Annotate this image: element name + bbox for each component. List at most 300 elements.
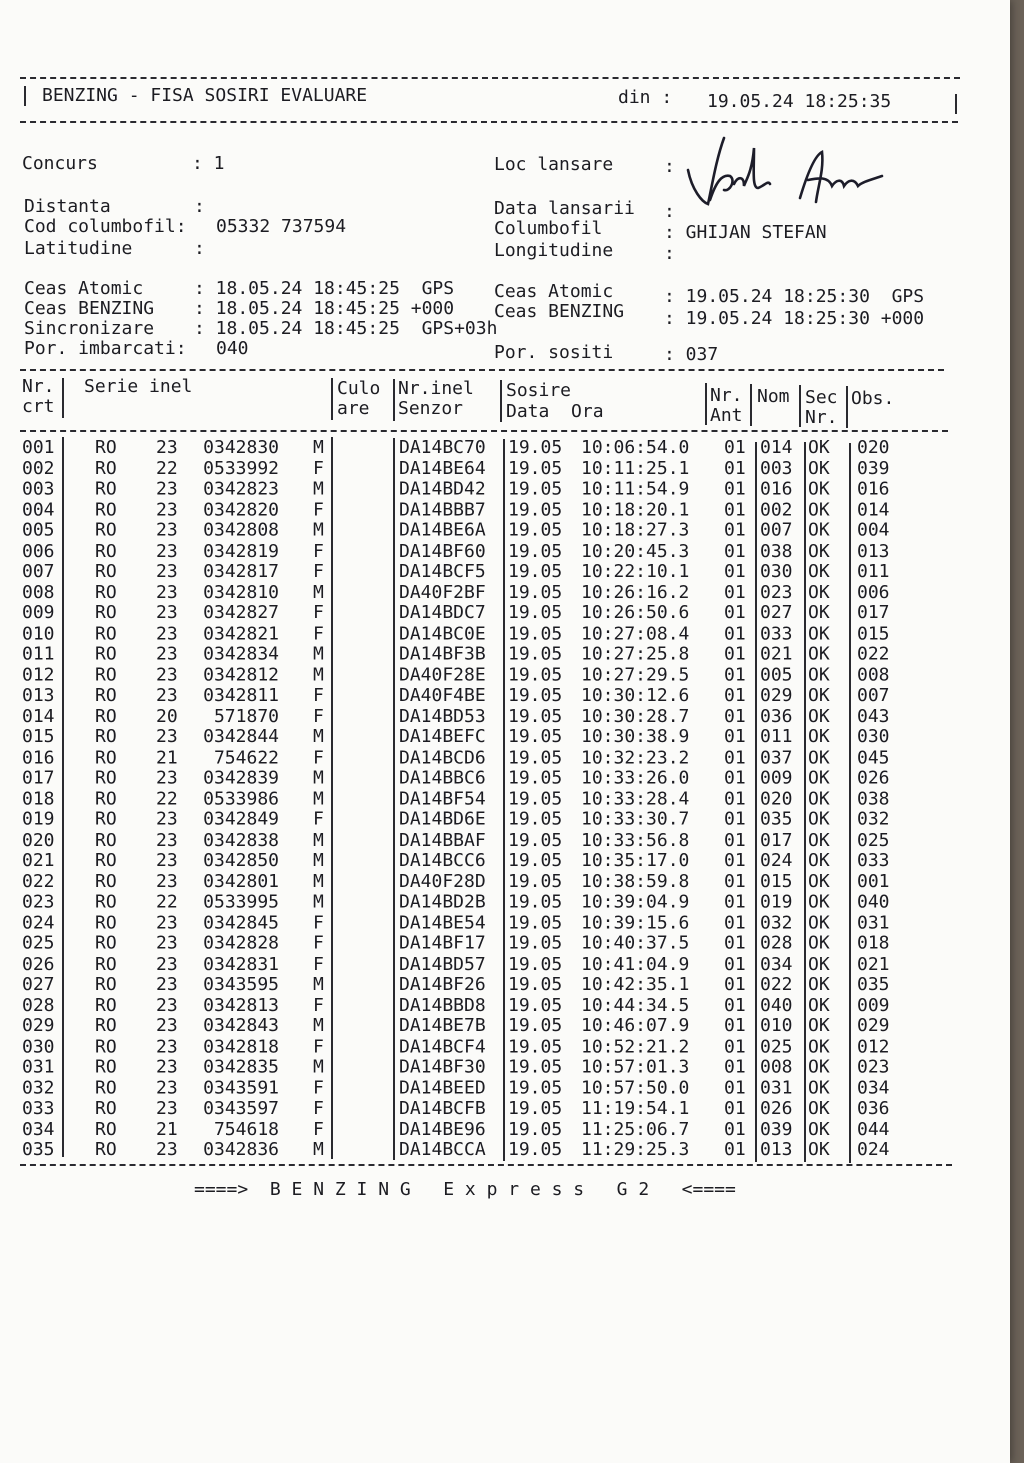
row-nr: 031 xyxy=(22,1056,55,1078)
row-year: 23 xyxy=(156,622,178,644)
row-year: 20 xyxy=(156,705,178,727)
row-sec-status: OK xyxy=(808,643,830,665)
table-row xyxy=(0,810,1010,831)
row-date: 19.05 xyxy=(508,953,563,975)
row-obs: 011 xyxy=(857,560,890,582)
row-nr: 007 xyxy=(22,560,55,582)
row-sec-status: OK xyxy=(808,746,830,768)
row-nom: 024 xyxy=(760,850,793,871)
row-nom: 023 xyxy=(760,581,793,603)
row-country: RO xyxy=(95,437,117,458)
row-sex: M xyxy=(313,767,324,789)
row-time: 10:39:04.9 xyxy=(581,891,690,913)
row-sec-status: OK xyxy=(808,437,830,458)
columbofil-label: Columbofil xyxy=(494,218,603,239)
row-obs: 020 xyxy=(857,437,890,458)
row-time: 10:33:56.8 xyxy=(581,829,690,851)
row-sensor: DA14BD2B xyxy=(399,891,486,913)
concurs-value: : 1 xyxy=(192,153,225,174)
row-obs: 015 xyxy=(857,622,890,644)
row-year: 23 xyxy=(156,767,178,789)
table-row xyxy=(0,706,1010,727)
row-country: RO xyxy=(95,850,117,871)
table-row xyxy=(0,1119,1010,1140)
row-ring-number: 0342810 xyxy=(203,581,279,603)
row-ring-number: 0342812 xyxy=(203,664,279,686)
row-date: 19.05 xyxy=(508,1015,563,1037)
row-sensor: DA14BD53 xyxy=(399,705,486,727)
row-sensor: DA14BBD8 xyxy=(399,994,486,1016)
row-time: 10:27:29.5 xyxy=(581,664,690,686)
row-nom: 017 xyxy=(760,829,793,851)
row-antenna: 01 xyxy=(724,622,746,644)
col-serie-inel: Serie inel xyxy=(84,376,193,397)
row-nr: 017 xyxy=(22,767,55,789)
row-date: 19.05 xyxy=(508,767,563,789)
row-nom: 009 xyxy=(760,767,793,789)
col-sep-5 xyxy=(705,383,707,425)
longitudine-value: : xyxy=(664,243,675,264)
table-bottom-rule xyxy=(20,1164,952,1166)
row-antenna: 01 xyxy=(724,1097,746,1119)
col-sep-4 xyxy=(500,380,502,422)
row-nr: 029 xyxy=(22,1015,55,1037)
row-year: 22 xyxy=(156,891,178,913)
row-obs: 032 xyxy=(857,808,890,830)
row-date: 19.05 xyxy=(508,994,563,1016)
row-sec-status: OK xyxy=(808,498,830,520)
row-nom: 007 xyxy=(760,519,793,541)
row-obs: 036 xyxy=(857,1097,890,1119)
row-ring-number: 0533992 xyxy=(203,457,279,479)
row-sec-status: OK xyxy=(808,560,830,582)
row-obs: 038 xyxy=(857,788,890,810)
row-obs: 017 xyxy=(857,602,890,624)
row-obs: 021 xyxy=(857,953,890,975)
row-obs: 009 xyxy=(857,994,890,1016)
data-lansarii-value: : xyxy=(664,201,675,222)
table-row xyxy=(0,954,1010,975)
table-row xyxy=(0,1016,1010,1036)
row-nom: 013 xyxy=(760,1139,793,1161)
table-row xyxy=(0,665,1010,686)
row-date: 19.05 xyxy=(508,684,563,706)
row-ring-number: 0342834 xyxy=(203,643,279,665)
loc-lansare-label: Loc lansare xyxy=(494,154,614,175)
table-row xyxy=(0,748,1010,769)
row-nom: 003 xyxy=(760,457,793,479)
row-date: 19.05 xyxy=(508,1097,563,1119)
row-sex: F xyxy=(313,705,324,727)
row-sensor: DA14BBAF xyxy=(399,829,486,851)
row-nr: 019 xyxy=(22,808,55,830)
row-nr: 004 xyxy=(22,498,55,520)
row-sensor: DA40F28E xyxy=(399,664,486,686)
row-year: 23 xyxy=(156,684,178,706)
row-sex: F xyxy=(313,540,324,562)
row-sex: M xyxy=(313,581,324,603)
row-ring-number: 0342828 xyxy=(203,932,279,954)
row-country: RO xyxy=(95,1097,117,1119)
row-country: RO xyxy=(95,684,117,706)
row-sensor: DA14BF3B xyxy=(399,643,486,665)
row-nom: 008 xyxy=(760,1056,793,1078)
row-year: 23 xyxy=(156,953,178,975)
row-antenna: 01 xyxy=(724,540,746,562)
row-time: 10:46:07.9 xyxy=(581,1015,690,1037)
row-nom: 030 xyxy=(760,560,793,582)
row-sensor: DA14BDC7 xyxy=(399,602,486,624)
row-obs: 031 xyxy=(857,911,890,933)
row-antenna: 01 xyxy=(724,1139,746,1161)
row-nr: 024 xyxy=(22,911,55,933)
por-sositi-value: : 037 xyxy=(664,344,719,365)
row-country: RO xyxy=(95,746,117,768)
row-antenna: 01 xyxy=(724,1056,746,1078)
row-time: 10:57:01.3 xyxy=(581,1056,690,1078)
table-row xyxy=(0,500,1010,521)
row-year: 23 xyxy=(156,1139,178,1161)
row-nr: 010 xyxy=(22,622,55,644)
row-obs: 001 xyxy=(857,870,890,892)
row-sec-status: OK xyxy=(808,705,830,727)
row-obs: 008 xyxy=(857,664,890,686)
row-ring-number: 0342827 xyxy=(203,602,279,624)
row-sec-status: OK xyxy=(808,726,830,748)
row-country: RO xyxy=(95,726,117,748)
row-nr: 005 xyxy=(22,519,55,541)
row-country: RO xyxy=(95,1118,117,1140)
row-year: 21 xyxy=(156,746,178,768)
row-nr: 032 xyxy=(22,1077,55,1099)
col-sec-1: Sec xyxy=(805,387,838,408)
row-sensor: DA14BD42 xyxy=(399,478,486,500)
row-date: 19.05 xyxy=(508,540,563,562)
row-sec-status: OK xyxy=(808,1097,830,1119)
row-nom: 036 xyxy=(760,705,793,727)
col-culoare-2: are xyxy=(337,398,370,419)
row-year: 23 xyxy=(156,1056,178,1078)
row-country: RO xyxy=(95,1015,117,1037)
table-row xyxy=(0,892,1010,913)
header-bottom-rule xyxy=(20,121,958,123)
row-country: RO xyxy=(95,705,117,727)
row-antenna: 01 xyxy=(724,788,746,810)
row-country: RO xyxy=(95,1139,117,1161)
row-nr: 021 xyxy=(22,850,55,871)
handwritten-signature xyxy=(682,130,892,210)
row-ring-number: 0342821 xyxy=(203,622,279,644)
row-year: 23 xyxy=(156,560,178,582)
col-nrinel-1: Nr.inel xyxy=(398,378,474,399)
row-sex: M xyxy=(313,1056,324,1078)
row-ring-number: 0342817 xyxy=(203,560,279,582)
row-nom: 016 xyxy=(760,478,793,500)
row-time: 10:06:54.0 xyxy=(581,437,690,458)
row-obs: 033 xyxy=(857,850,890,871)
ceas-benzing-arrival-value: : 19.05.24 18:25:30 +000 xyxy=(664,308,925,329)
row-ring-number: 0533986 xyxy=(203,788,279,810)
row-sensor: DA14BE7B xyxy=(399,1015,486,1037)
row-antenna: 01 xyxy=(724,457,746,479)
row-date: 19.05 xyxy=(508,664,563,686)
row-sec-status: OK xyxy=(808,1139,830,1161)
row-sensor: DA14BD57 xyxy=(399,953,486,975)
footer-banner: ====> B E N Z I N G E x p r e s s G 2 <==== xyxy=(194,1179,736,1200)
ceas-atomic-value: : 18.05.24 18:45:25 GPS xyxy=(194,278,455,299)
row-sex: F xyxy=(313,622,324,644)
row-sensor: DA14BF26 xyxy=(399,973,486,995)
table-row xyxy=(0,645,1010,666)
row-sex: M xyxy=(313,437,324,458)
data-lansarii-label: Data lansarii xyxy=(494,198,635,219)
row-ring-number: 0342820 xyxy=(203,498,279,520)
table-row xyxy=(0,872,1010,893)
row-country: RO xyxy=(95,767,117,789)
row-sex: F xyxy=(313,746,324,768)
ceas-atomic-arrival-value: : 19.05.24 18:25:30 GPS xyxy=(664,286,925,307)
table-row xyxy=(0,934,1010,955)
row-date: 19.05 xyxy=(508,850,563,871)
row-date: 19.05 xyxy=(508,705,563,727)
row-sec-status: OK xyxy=(808,684,830,706)
row-year: 23 xyxy=(156,519,178,541)
table-row xyxy=(0,624,1010,645)
row-nom: 029 xyxy=(760,684,793,706)
row-obs: 006 xyxy=(857,581,890,603)
row-nr: 023 xyxy=(22,891,55,913)
row-ring-number: 0343595 xyxy=(203,973,279,995)
col-nom: Nom xyxy=(757,386,790,407)
row-country: RO xyxy=(95,870,117,892)
table-row xyxy=(0,727,1010,748)
row-obs: 018 xyxy=(857,932,890,954)
report-date-label: din : xyxy=(618,87,673,108)
col-sosire-2: Data Ora xyxy=(506,401,604,422)
row-sex: F xyxy=(313,1097,324,1119)
row-country: RO xyxy=(95,478,117,500)
row-date: 19.05 xyxy=(508,1077,563,1099)
row-time: 10:27:25.8 xyxy=(581,643,690,665)
row-obs: 045 xyxy=(857,746,890,768)
loc-lansare-value: : xyxy=(664,156,675,177)
row-year: 23 xyxy=(156,643,178,665)
row-sec-status: OK xyxy=(808,664,830,686)
table-body xyxy=(0,437,1010,1161)
row-year: 23 xyxy=(156,1015,178,1037)
row-ring-number: 0533995 xyxy=(203,891,279,913)
row-year: 23 xyxy=(156,808,178,830)
row-ring-number: 0343597 xyxy=(203,1097,279,1119)
row-date: 19.05 xyxy=(508,1118,563,1140)
row-sec-status: OK xyxy=(808,1118,830,1140)
row-year: 22 xyxy=(156,457,178,479)
table-row xyxy=(0,541,1010,562)
row-time: 10:30:12.6 xyxy=(581,684,690,706)
row-obs: 025 xyxy=(857,829,890,851)
row-obs: 012 xyxy=(857,1035,890,1057)
row-antenna: 01 xyxy=(724,829,746,851)
row-sex: F xyxy=(313,560,324,582)
ceas-benzing-arrival-label: Ceas BENZING xyxy=(494,301,625,322)
row-sensor: DA14BF60 xyxy=(399,540,486,562)
row-obs: 040 xyxy=(857,891,890,913)
row-sec-status: OK xyxy=(808,953,830,975)
distanta-value: : xyxy=(194,196,205,217)
row-year: 23 xyxy=(156,1097,178,1119)
row-nom: 015 xyxy=(760,870,793,892)
row-antenna: 01 xyxy=(724,850,746,871)
row-year: 23 xyxy=(156,829,178,851)
row-sensor: DA14BBC6 xyxy=(399,767,486,789)
row-year: 23 xyxy=(156,911,178,933)
table-row xyxy=(0,1037,1010,1058)
row-obs: 016 xyxy=(857,478,890,500)
table-row xyxy=(0,521,1010,542)
row-sex: M xyxy=(313,973,324,995)
row-sex: M xyxy=(313,891,324,913)
ceas-benzing-value: : 18.05.24 18:45:25 +000 xyxy=(194,298,455,319)
row-sex: F xyxy=(313,498,324,520)
table-row xyxy=(0,1099,1010,1120)
row-nr: 013 xyxy=(22,684,55,706)
row-antenna: 01 xyxy=(724,581,746,603)
row-nom: 037 xyxy=(760,746,793,768)
row-obs: 014 xyxy=(857,498,890,520)
ceas-atomic-label: Ceas Atomic xyxy=(24,278,144,299)
row-ring-number: 0342819 xyxy=(203,540,279,562)
row-ring-number: 0342813 xyxy=(203,994,279,1016)
row-antenna: 01 xyxy=(724,994,746,1016)
row-nom: 038 xyxy=(760,540,793,562)
table-row xyxy=(0,1058,1010,1079)
col-sep-6 xyxy=(750,384,752,426)
table-row xyxy=(0,1078,1010,1099)
signature-stroke-1 xyxy=(688,138,770,204)
row-country: RO xyxy=(95,953,117,975)
row-nr: 026 xyxy=(22,953,55,975)
row-sec-status: OK xyxy=(808,1035,830,1057)
row-time: 10:42:35.1 xyxy=(581,973,690,995)
row-time: 10:40:37.5 xyxy=(581,932,690,954)
row-ring-number: 0342830 xyxy=(203,437,279,458)
row-ring-number: 0342808 xyxy=(203,519,279,541)
row-country: RO xyxy=(95,1077,117,1099)
row-ring-number: 0342845 xyxy=(203,911,279,933)
table-row xyxy=(0,583,1010,604)
row-sex: M xyxy=(313,726,324,748)
row-date: 19.05 xyxy=(508,870,563,892)
row-year: 23 xyxy=(156,973,178,995)
row-antenna: 01 xyxy=(724,1118,746,1140)
row-nr: 022 xyxy=(22,870,55,892)
row-obs: 024 xyxy=(857,1139,890,1161)
row-country: RO xyxy=(95,643,117,665)
row-nom: 021 xyxy=(760,643,793,665)
row-nr: 006 xyxy=(22,540,55,562)
row-ring-number: 0342801 xyxy=(203,870,279,892)
row-nr: 027 xyxy=(22,973,55,995)
row-antenna: 01 xyxy=(724,684,746,706)
row-date: 19.05 xyxy=(508,560,563,582)
row-sensor: DA14BCCA xyxy=(399,1139,486,1161)
row-nr: 028 xyxy=(22,994,55,1016)
row-date: 19.05 xyxy=(508,973,563,995)
row-sec-status: OK xyxy=(808,581,830,603)
row-sex: F xyxy=(313,994,324,1016)
row-nom: 011 xyxy=(760,726,793,748)
row-sensor: DA14BBB7 xyxy=(399,498,486,520)
row-nr: 030 xyxy=(22,1035,55,1057)
row-nr: 008 xyxy=(22,581,55,603)
row-sex: F xyxy=(313,602,324,624)
latitudine-label: Latitudine xyxy=(24,238,133,259)
row-sex: M xyxy=(313,519,324,541)
row-time: 10:26:50.6 xyxy=(581,602,690,624)
row-date: 19.05 xyxy=(508,498,563,520)
row-nom: 005 xyxy=(760,664,793,686)
row-time: 10:57:50.0 xyxy=(581,1077,690,1099)
row-year: 23 xyxy=(156,602,178,624)
row-ring-number: 0342843 xyxy=(203,1015,279,1037)
row-sex: M xyxy=(313,1139,324,1161)
row-sec-status: OK xyxy=(808,457,830,479)
row-sec-status: OK xyxy=(808,932,830,954)
concurs-label: Concurs xyxy=(22,153,98,174)
col-obs: Obs. xyxy=(851,388,895,409)
row-sensor: DA14BF54 xyxy=(399,788,486,810)
row-antenna: 01 xyxy=(724,891,746,913)
row-nom: 035 xyxy=(760,808,793,830)
table-row xyxy=(0,830,1010,851)
col-nrinel-2: Senzor xyxy=(398,398,464,419)
row-nom: 022 xyxy=(760,973,793,995)
row-sensor: DA40F2BF xyxy=(399,581,486,603)
row-sex: F xyxy=(313,953,324,975)
row-sex: F xyxy=(313,932,324,954)
row-date: 19.05 xyxy=(508,602,563,624)
row-nom: 033 xyxy=(760,622,793,644)
row-sex: F xyxy=(313,457,324,479)
row-time: 10:18:27.3 xyxy=(581,519,690,541)
row-date: 19.05 xyxy=(508,643,563,665)
table-row xyxy=(0,562,1010,583)
row-obs: 030 xyxy=(857,726,890,748)
col-sep-7 xyxy=(799,385,801,427)
row-ring-number: 0342811 xyxy=(203,684,279,706)
row-antenna: 01 xyxy=(724,705,746,727)
row-country: RO xyxy=(95,932,117,954)
row-antenna: 01 xyxy=(724,602,746,624)
row-sec-status: OK xyxy=(808,622,830,644)
row-time: 10:27:08.4 xyxy=(581,622,690,644)
row-antenna: 01 xyxy=(724,726,746,748)
row-sec-status: OK xyxy=(808,478,830,500)
row-time: 10:52:21.2 xyxy=(581,1035,690,1057)
row-nom: 040 xyxy=(760,994,793,1016)
row-antenna: 01 xyxy=(724,1015,746,1037)
row-obs: 044 xyxy=(857,1118,890,1140)
row-country: RO xyxy=(95,622,117,644)
row-country: RO xyxy=(95,891,117,913)
row-date: 19.05 xyxy=(508,932,563,954)
sincronizare-value: : 18.05.24 18:45:25 GPS+03h xyxy=(194,318,498,339)
row-obs: 039 xyxy=(857,457,890,479)
row-time: 10:33:26.0 xyxy=(581,767,690,789)
row-country: RO xyxy=(95,788,117,810)
row-year: 23 xyxy=(156,478,178,500)
row-sensor: DA14BEED xyxy=(399,1077,486,1099)
